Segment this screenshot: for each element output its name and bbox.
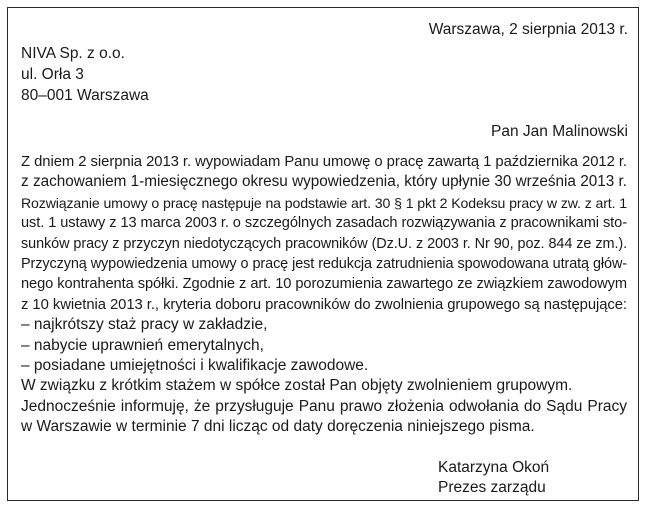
body-line: z zachowaniem 1-miesięcznego okresu wypowiedzenia, który upłynie 30 września 2013 r. <box>21 173 627 191</box>
body-line: Przyczyną wypowiedzenia umowy o pracę jest redukcja zatrudnienia spowodowana utratą głów- <box>21 256 627 273</box>
sender-city: 80–001 Warszawa <box>21 87 149 104</box>
criteria-item: – nabycie uprawnień emerytalnych, <box>21 336 264 354</box>
sender-street: ul. Orła 3 <box>21 66 84 83</box>
recipient-name: Pan Jan Malinowski <box>491 123 628 140</box>
body-line: W związku z krótkim stażem w spółce został Pan objęty zwolnieniem grupowym. <box>21 377 573 395</box>
letter-body <box>21 152 627 438</box>
cropped-previous-text <box>0 0 650 6</box>
sender-company: NIVA Sp. z o.o. <box>21 45 125 62</box>
criteria-item: – posiadane umiejętności i kwalifikacje zawodowe. <box>21 357 369 375</box>
body-line: Z dniem 2 sierpnia 2013 r. wypowiadam Panu umowę o pracę zawartą 1 października 2012 r. <box>21 154 627 170</box>
body-line: Rozwiązanie umowy o pracę następuje na podstawie art. 30 § 1 pkt 2 Kodeksu pracy w zw. z art. 1 <box>21 194 627 211</box>
signature-title: Prezes zarządu <box>438 479 546 496</box>
letter-date-place: Warszawa, 2 sierpnia 2013 r. <box>428 21 628 38</box>
body-line: nego kontrahenta spółki. Zgodnie z art. 10 porozumienia zawartego ze związkiem zawodowym <box>21 276 627 293</box>
body-line: z 10 kwietnia 2013 r., kryteria doboru pracowników do zwolnienia grupowego są następujące: <box>21 296 627 313</box>
body-line: Jednocześnie informuję, że przysługuje Panu prawo złożenia odwołania do Sądu Pracy <box>21 397 627 415</box>
criteria-item: – najkrótszy staż pracy w zakładzie, <box>21 316 268 334</box>
body-line: ust. 1 ustawy z 13 marca 2003 r. o szczególnych zasadach rozwiązywania z pracownikami sto- <box>21 215 627 232</box>
body-line: sunków pracy z przyczyn niedotyczących pracowników (Dz.U. z 2003 r. Nr 90, poz. 844 ze zm.). <box>21 235 627 252</box>
signature-name: Katarzyna Okoń <box>438 459 550 476</box>
body-line: w Warszawie w terminie 7 dni licząc od daty doręczenia niniejszego pisma. <box>21 418 535 436</box>
